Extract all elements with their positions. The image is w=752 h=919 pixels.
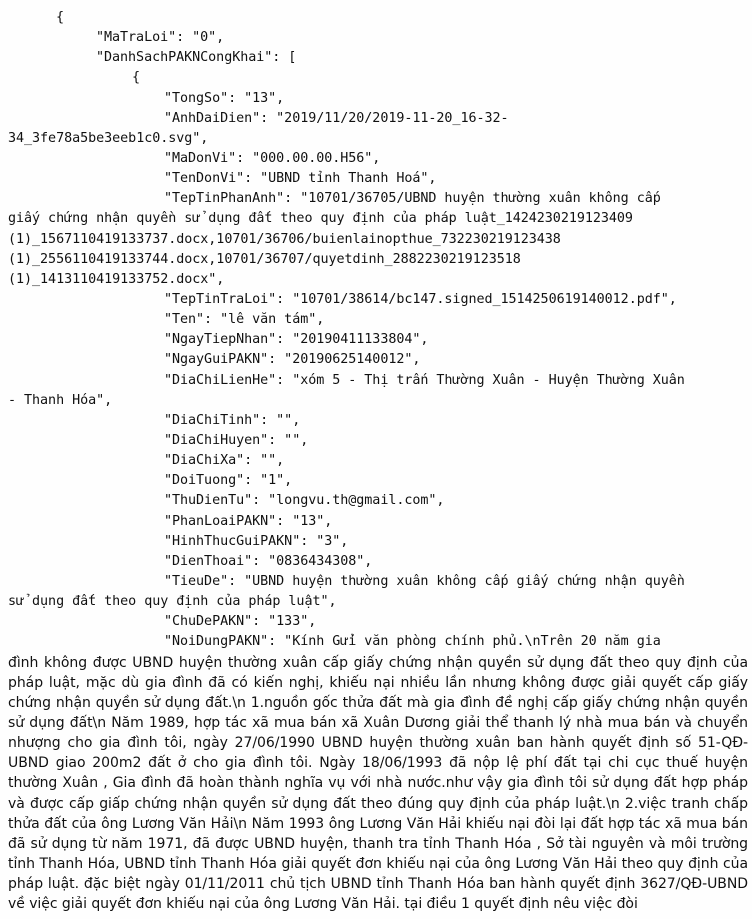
field-thu-dien-tu: "ThuDienTu": "longvu.th@gmail.com", xyxy=(164,493,445,509)
field-anh-dai-dien: "AnhDaiDien": "2019/11/20/2019-11-20_16-32- xyxy=(164,110,509,126)
field-dia-chi-xa: "DiaChiXa": "", xyxy=(164,453,285,469)
field-dia-chi-lien-he-cont: - Thanh Hóa", xyxy=(8,392,113,408)
field-dien-thoai: "DienThoai": "0836434308", xyxy=(164,553,373,569)
field-tep-tin-phan-anh-cont: (1)_1413110419133752.docx", xyxy=(8,271,225,287)
field-tieu-de-cont: sử dụng đất theo quy định của pháp luật", xyxy=(8,594,337,610)
field-noi-dung-pakn: "NoiDungPAKN": "Kính Gửi văn phòng chính phủ.\nTrên 20 năm gia xyxy=(164,634,661,650)
inner-open-brace: { xyxy=(132,70,141,86)
field-ma-tra-loi: "MaTraLoi": "0", xyxy=(96,30,225,46)
field-dia-chi-tinh: "DiaChiTinh": "", xyxy=(164,412,301,428)
field-chu-de-pakn: "ChuDePAKN": "133", xyxy=(164,614,317,630)
field-danh-sach: "DanhSachPAKNCongKhai": [ xyxy=(96,50,297,66)
open-brace: { xyxy=(56,10,65,25)
field-ma-don-vi: "MaDonVi": "000.00.00.H56", xyxy=(164,150,381,166)
noi-dung-pakn-body: đình không được UBND huyện thường xuân cấp giấy chứng nhận quyền sử dụng đất theo quy định của pháp luật, mặc dù gia đình đã có kiến nghị, khiếu nại nhiều lần nhưng không được giải quyết cấp giấy chứng nhận quyền sử dụng đất.\n 1.nguồn gốc thửa đất mà gia đình đề nghị cấp giấy chứng nhận quyền sử dụng đất\n Năm 1989, hợp tác xã mua bán xã Xuân Dương giải thể thanh lý nhà mua bán và chuyển nhượng cho gia đình tôi, ngày 27/06/1990 UBND huyện thường xuân ban hành quyết định số 51-QĐ-UBND giao 200m2 đất ở cho gia đình tôi. Ngày 18/06/1993 đã nộp lệ phí đất tại chi cục thuế huyện thường Xuân , Gia đình đã hoàn thành nghĩa vụ với nhà nước.như vậy gia đình tôi sử dụng đất hợp pháp và được cấp giấp chứng nhận quyền sử dụng đất theo đúng quy định của pháp luật.\n 2.việc tranh chấp thửa đất của ông Lương Văn Hải\n Năm 1993 ông Lương Văn Hải khiếu nại đòi lại đất hợp tác xã mua bán đã sử dụng từ năm 1971, đã được UBND huyện, thanh tra tỉnh Thanh Hóa , Sở tài nguyên và môi trường tỉnh Thanh Hóa, UBND tỉnh Thanh Hóa giải quyết đơn khiếu nại của ông Lương Văn Hải theo quy định của pháp luật. đặc biệt ngày 01/11/2011 chủ tịch UBND tỉnh Thanh Hóa ban hành quyết định 3627/QĐ-UBND về việc giải quyết đơn khiếu nại của ông Lương Văn Hải. tại điều 1 quyết định nêu việc đòi xyxy=(8,654,748,913)
field-tep-tin-phan-anh: "TepTinPhanAnh": "10701/36705/UBND huyện thường xuân không cấp xyxy=(164,191,661,207)
field-tieu-de: "TieuDe": "UBND huyện thường xuân không cấp giấy chứng nhận quyền xyxy=(164,573,685,589)
json-document xyxy=(8,8,748,915)
field-ten: "Ten": "lê văn tám", xyxy=(164,312,325,328)
field-tong-so: "TongSo": "13", xyxy=(164,90,285,106)
field-hinh-thuc-gui-pakn: "HinhThucGuiPAKN": "3", xyxy=(164,533,349,549)
field-tep-tin-phan-anh-cont: (1)_1567110419133737.docx,10701/36706/buienlainopthue_732230219123438 xyxy=(8,231,561,247)
field-dia-chi-huyen: "DiaChiHuyen": "", xyxy=(164,432,309,448)
field-phan-loai-pakn: "PhanLoaiPAKN": "13", xyxy=(164,513,333,529)
field-ngay-tiep-nhan: "NgayTiepNhan": "20190411133804", xyxy=(164,332,429,348)
field-tep-tin-phan-anh-cont: (1)_2556110419133744.docx,10701/36707/quyetdinh_2882230219123518 xyxy=(8,251,521,267)
field-doi-tuong: "DoiTuong": "1", xyxy=(164,473,293,489)
field-anh-dai-dien-cont: 34_3fe78a5be3eeb1c0.svg", xyxy=(8,130,209,146)
field-tep-tin-phan-anh-cont: giấy chứng nhận quyền sử dụng đất theo quy định của pháp luật_1424230219123409 xyxy=(8,211,633,227)
field-dia-chi-lien-he: "DiaChiLienHe": "xóm 5 - Thị trấn Thường Xuân - Huyện Thường Xuân xyxy=(164,372,685,388)
field-tep-tin-tra-loi: "TepTinTraLoi": "10701/38614/bc147.signed_1514250619140012.pdf", xyxy=(164,291,677,307)
field-ten-don-vi: "TenDonVi": "UBND tỉnh Thanh Hoá", xyxy=(164,171,437,187)
field-ngay-gui-pakn: "NgayGuiPAKN": "20190625140012", xyxy=(164,352,421,368)
